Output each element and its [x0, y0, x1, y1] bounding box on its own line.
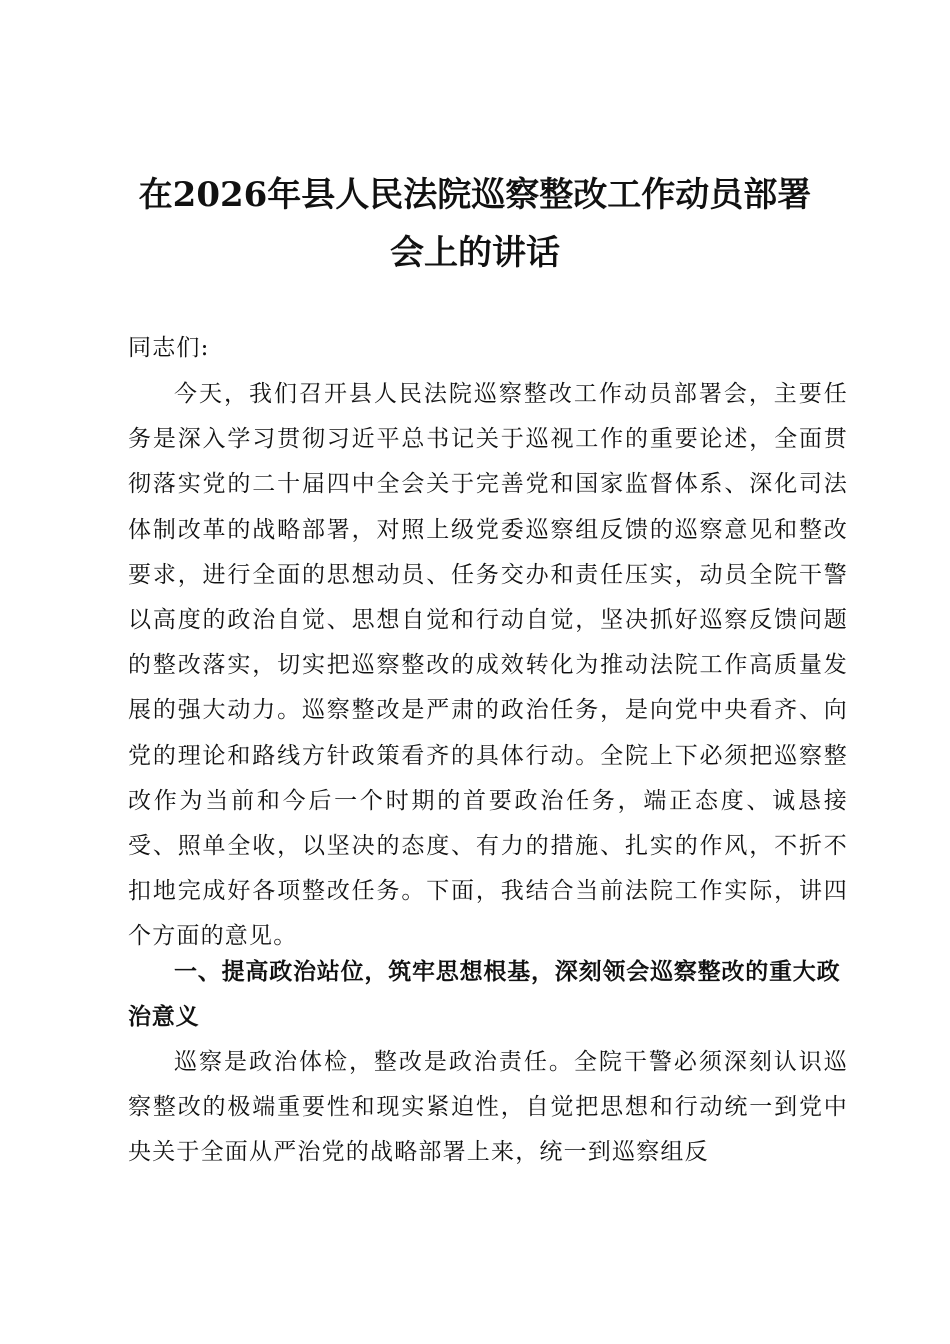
- section-1-paragraph: 巡察是政治体检，整改是政治责任。全院干警必须深刻认识巡察整改的极端重要性和现实紧迫性，自觉把思想和行动统一到党中央关于全面从严治党的战略部署上来，统一到巡察组反: [128, 1049, 848, 1166]
- section-heading-1: 一、提高政治站位，筑牢思想根基，深刻领会巡察整改的重大政治意义: [128, 959, 841, 1031]
- document-title: [100, 166, 850, 282]
- title-line-1: 在2026年县人民法院巡察整改工作动员部署: [138, 175, 812, 215]
- title-line-2: 会上的讲话: [390, 233, 560, 273]
- salutation: 同志们:: [128, 335, 210, 361]
- opening-paragraph: 今天，我们召开县人民法院巡察整改工作动员部署会，主要任务是深入学习贯彻习近平总书记关于巡视工作的重要论述，全面贯彻落实党的二十届四中全会关于完善党和国家监督体系、深化司法体制改革的战略部署，对照上级党委巡察组反馈的巡察意见和整改要求，进行全面的思想动员、任务交办和责任压实，动员全院干警以高度的政治自觉、思想自觉和行动自觉，坚决抓好巡察反馈问题的整改落实，切实把巡察整改的成效转化为推动法院工作高质量发展的强大动力。巡察整改是严肃的政治任务，是向党中央看齐、向党的理论和路线方针政策看齐的具体行动。全院上下必须把巡察整改作为当前和今后一个时期的首要政治任务，端正态度、诚恳接受、照单全收，以坚决的态度、有力的措施、扎实的作风，不折不扣地完成好各项整改任务。下面，我结合当前法院工作实际，讲四个方面的意见。: [128, 381, 848, 950]
